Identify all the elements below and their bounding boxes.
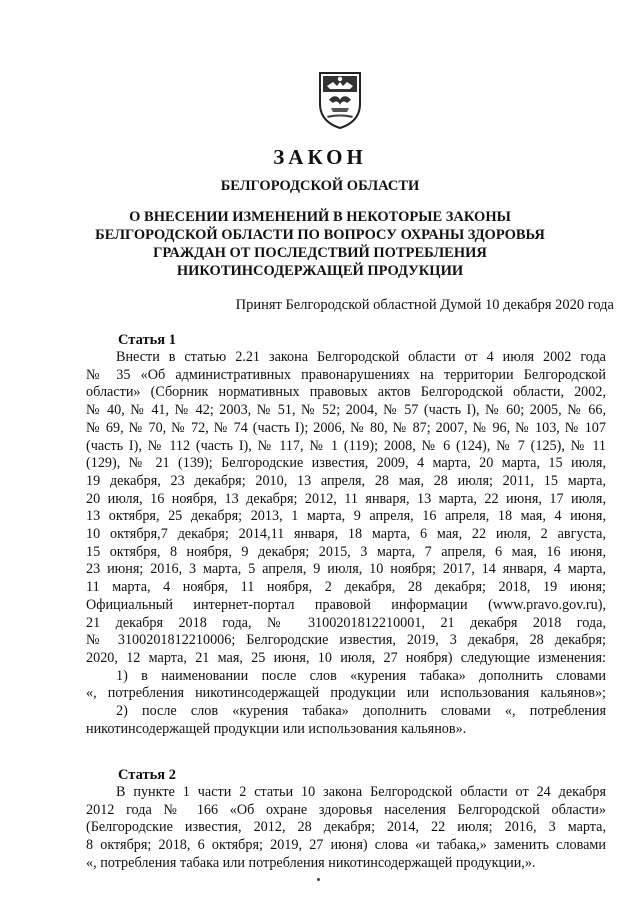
text-line: № 69, № 70, № 72, № 74 (часть I); 2006, № 80, № 87; 2007, № 96, № 103, № 107 bbox=[86, 419, 606, 436]
item-2-line: никотинсодержащей продукции или использования кальянов». bbox=[86, 720, 467, 737]
text-line: 20 июля, 16 ноября, 13 декабря; 2012, 11 января, 13 марта, 22 июня, 17 июля, bbox=[86, 490, 606, 507]
text-line: «, потребления табака или потребления никотинсодержащей продукции,». bbox=[86, 854, 536, 871]
law-subject bbox=[0, 208, 640, 280]
text-line: № 40, № 41, № 42; 2003, № 51, № 52; 2004, № 57 (часть I), № 60; 2005, № 66, bbox=[86, 402, 606, 419]
text-line: 19 декабря, 23 декабря; 2010, 13 апреля, 28 мая, 28 июля; 2011, 15 марта, bbox=[86, 472, 606, 489]
item-2-line: 2) после слов «курения табака» дополнить словами «, потребления bbox=[116, 703, 606, 720]
adoption-note: Принят Белгородской областной Думой 10 декабря 2020 года bbox=[235, 297, 614, 313]
subject-line: О ВНЕСЕНИИ ИЗМЕНЕНИЙ В НЕКОТОРЫЕ ЗАКОНЫ bbox=[129, 209, 511, 225]
article-2-heading: Статья 2 bbox=[118, 767, 176, 783]
text-line: 15 октября, 8 ноября, 9 декабря; 2015, 3 марта, 7 апреля, 6 мая, 16 июня, bbox=[86, 543, 606, 560]
article-1-heading: Статья 1 bbox=[118, 332, 176, 348]
text-line: 2020, 12 марта, 21 мая, 25 июня, 10 июля, 27 ноября) следующие изменения: bbox=[86, 649, 606, 666]
text-line: (часть I), № 112 (часть I), № 117, № 1 (119); 2008, № 6 (124), № 7 (125), № 11 bbox=[86, 437, 606, 454]
article-1-text bbox=[86, 349, 606, 738]
article-2-text bbox=[86, 784, 606, 873]
law-title: ЗАКОН bbox=[273, 145, 367, 169]
text-line: Официальный интернет-портал правовой информации (www.pravo.gov.ru), bbox=[86, 596, 606, 613]
text-line: Внести в статью 2.21 закона Белгородской области от 4 июля 2002 года bbox=[116, 349, 606, 365]
scan-dot bbox=[317, 878, 320, 881]
text-line: (Белгородские известия, 2012, 28 декабря; 2014, 22 июля; 2016, 3 марта, bbox=[86, 819, 606, 836]
region-title: БЕЛГОРОДСКОЙ ОБЛАСТИ bbox=[220, 178, 420, 194]
text-line: 2012 года № 166 «Об охране здоровья населения Белгородской области» bbox=[86, 801, 606, 818]
text-line: В пункте 1 части 2 статьи 10 закона Белгородской области от 24 декабря bbox=[116, 784, 606, 800]
text-line: 23 июня; 2016, 3 марта, 5 апреля, 9 июля, 10 ноября; 2017, 14 января, 4 марта, bbox=[86, 561, 606, 578]
item-1-line: «, потребления никотинсодержащей продукции или использования кальянов»; bbox=[86, 685, 606, 702]
text-line: 8 октября; 2018, 6 октября; 2019, 27 июня) слова «и табака,» заменить словами bbox=[86, 837, 606, 854]
item-1-line: 1) в наименовании после слов «курения табака» дополнить словами bbox=[116, 667, 606, 684]
text-line: № 3100201812210006; Белгородские известия, 2019, 3 декабря, 28 декабря; bbox=[86, 632, 606, 649]
text-line: 21 декабря 2018 года, № 3100201812210001, 21 декабря 2018 года, bbox=[86, 614, 606, 631]
text-line: 13 октября, 25 декабря; 2013, 1 марта, 9 апреля, 16 апреля, 18 мая, 4 июня, bbox=[86, 508, 606, 525]
text-line: области» (Сборник нормативных правовых актов Белгородской области, 2002, bbox=[86, 384, 606, 401]
text-line: № 35 «Об административных правонарушениях на территории Белгородской bbox=[86, 366, 606, 383]
text-line: 11 марта, 4 ноября, 11 ноября, 2 декабря, 28 декабря; 2018, 19 июня; bbox=[86, 579, 606, 596]
coat-of-arms-emblem bbox=[317, 70, 363, 130]
subject-line: БЕЛГОРОДСКОЙ ОБЛАСТИ ПО ВОПРОСУ ОХРАНЫ ЗДОРОВЬЯ bbox=[95, 227, 545, 243]
text-line: (129), № 21 (139); Белгородские известия, 2009, 4 марта, 20 марта, 15 июля, bbox=[86, 455, 606, 472]
subject-line: НИКОТИНСОДЕРЖАЩЕЙ ПРОДУКЦИИ bbox=[176, 263, 464, 279]
subject-line: ГРАЖДАН ОТ ПОСЛЕДСТВИЙ ПОТРЕБЛЕНИЯ bbox=[153, 245, 487, 261]
text-line: 10 октября,7 декабря; 2014,11 января, 18 марта, 6 мая, 22 июля, 2 августа, bbox=[86, 526, 606, 543]
